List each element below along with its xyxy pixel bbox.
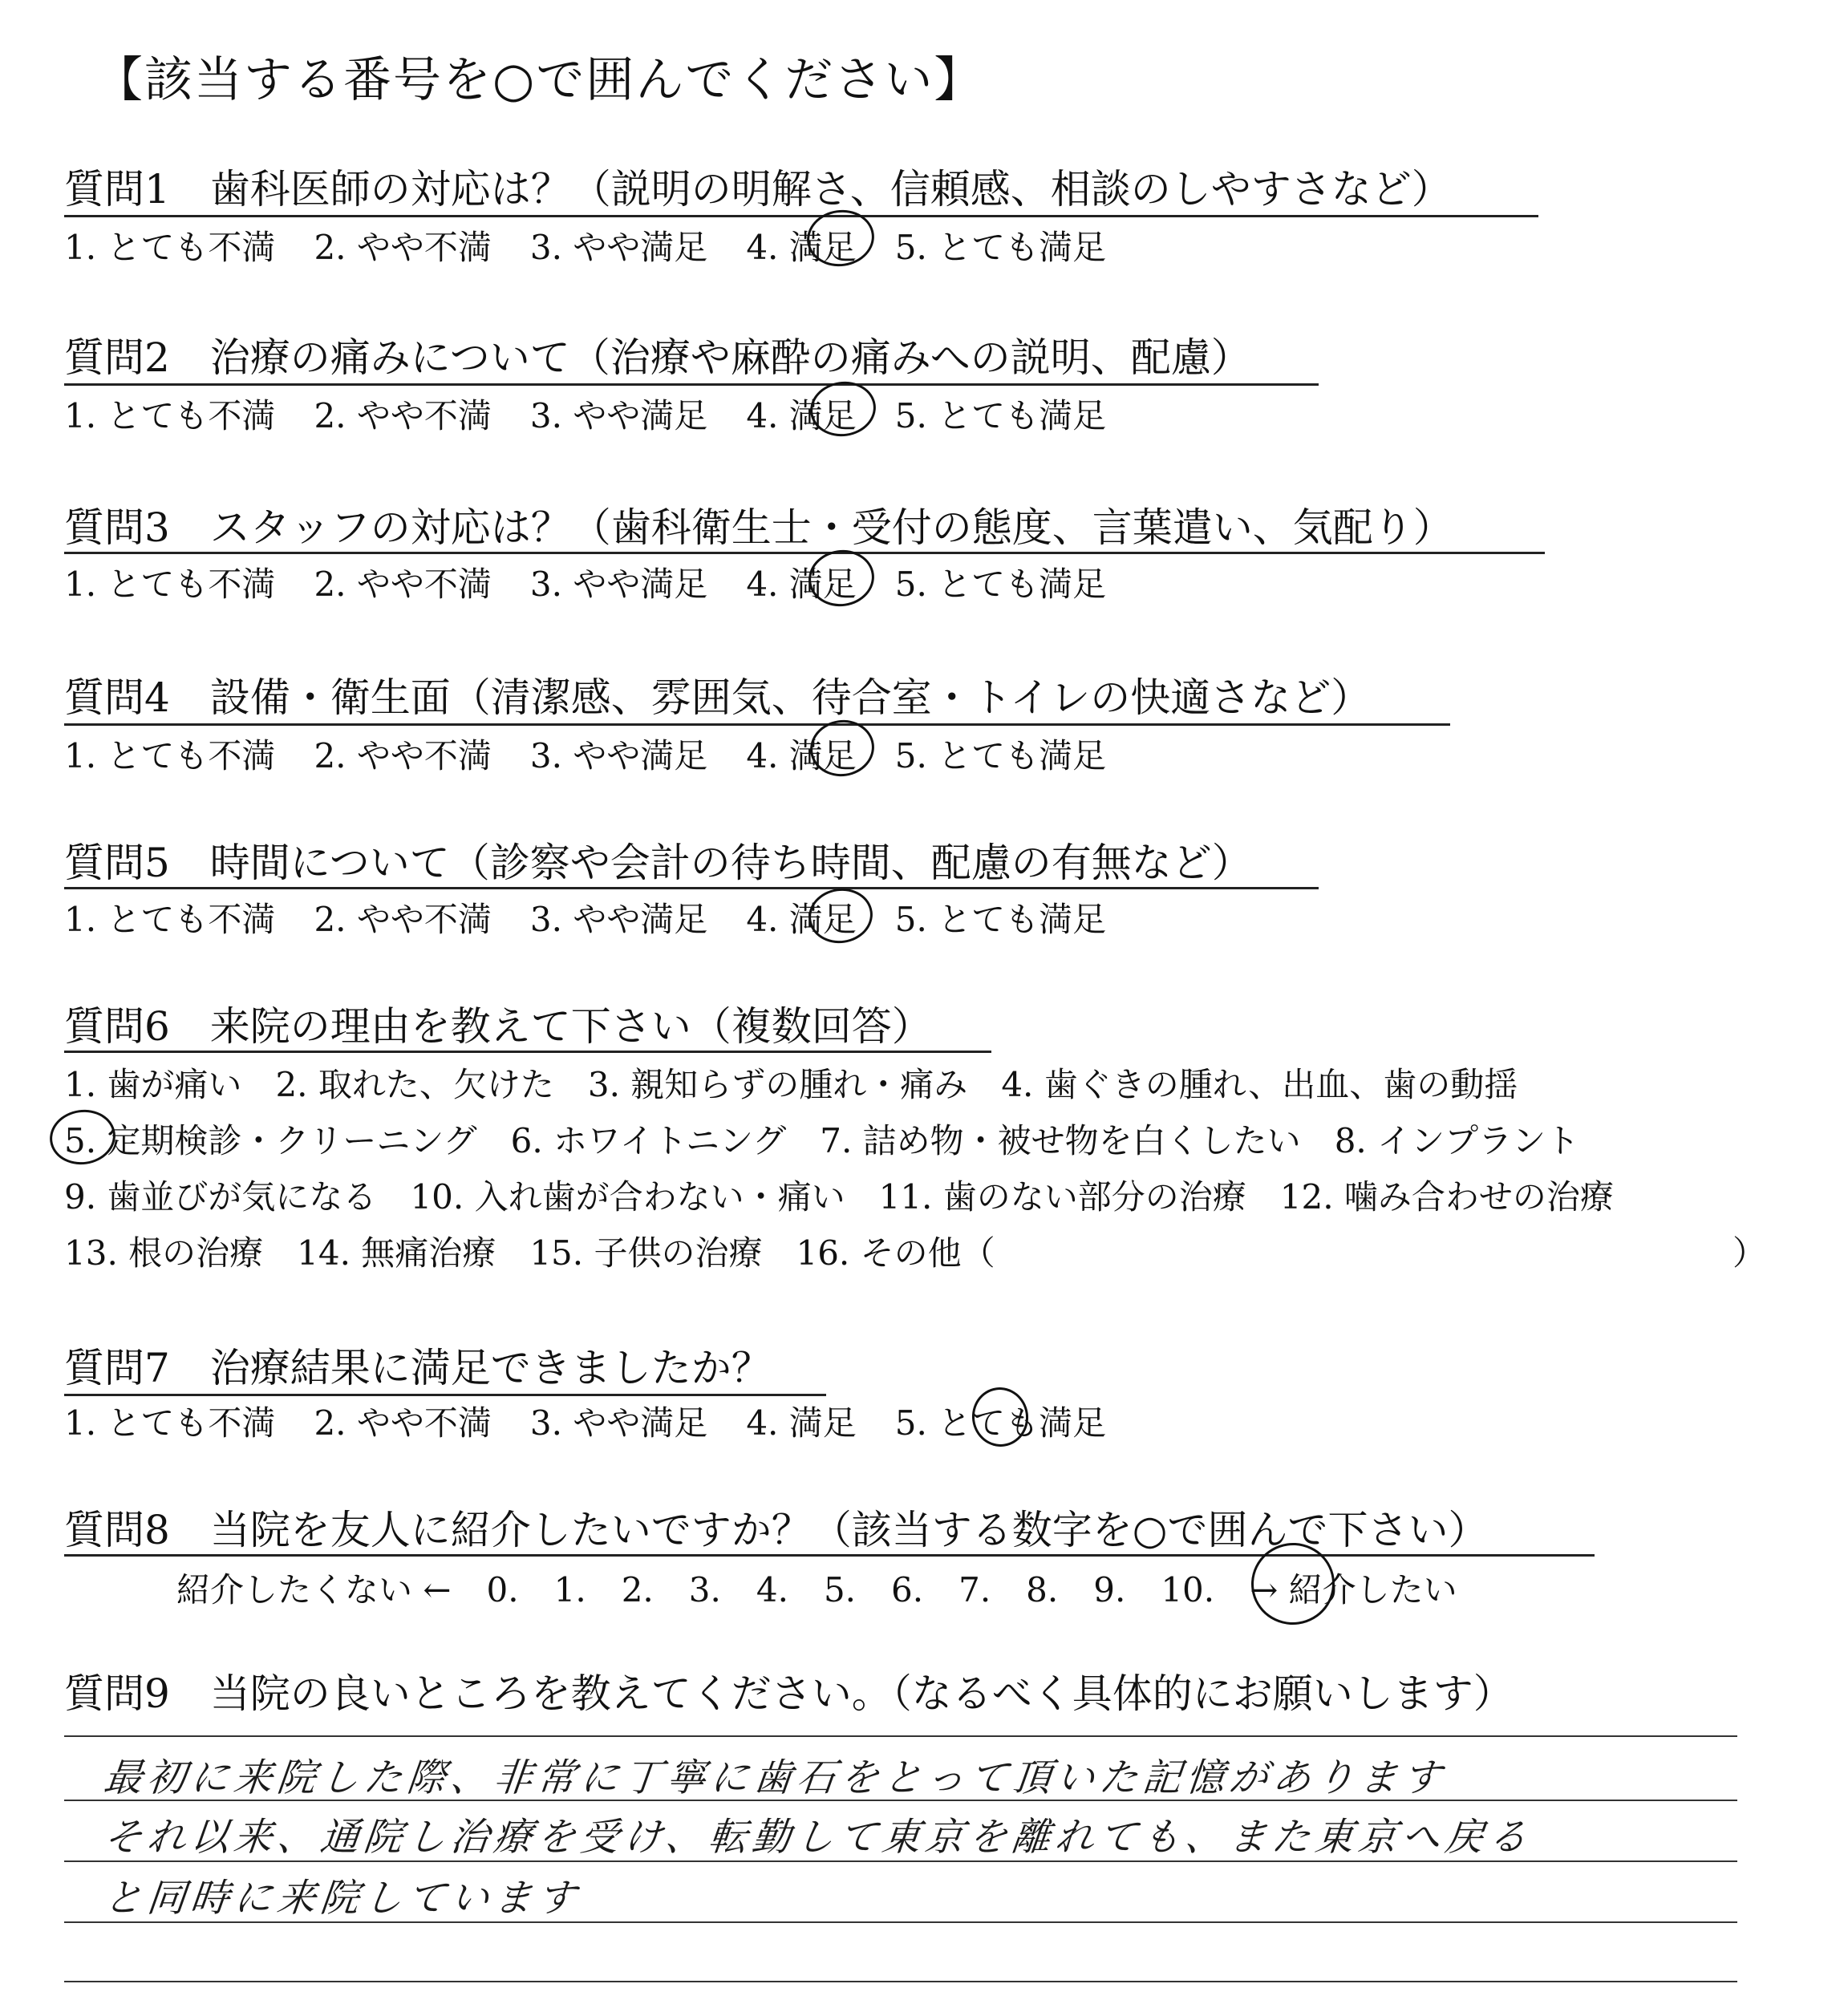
q8-number-2[interactable]: 2. — [621, 1570, 654, 1609]
answer-rule-5 — [64, 1981, 1737, 1982]
question-5-title: 質問5 時間について（診察や会計の待ち時間、配慮の有無など） — [64, 840, 1252, 886]
q4-option-4[interactable]: 4. 満足 — [746, 736, 857, 775]
q2-option-2[interactable]: 2. やや不満 — [314, 396, 492, 435]
q6-option-9[interactable]: 9. 歯並びが気になる — [64, 1177, 377, 1217]
q6-option-12[interactable]: 12. 噛み合わせの治療 — [1279, 1177, 1614, 1217]
q2-option-3[interactable]: 3. やや満足 — [529, 396, 708, 435]
question-8-title: 質問8 当院を友人に紹介したいですか？（該当する数字を○で囲んで下さい） — [64, 1507, 1489, 1553]
q8-number-7[interactable]: 7. — [958, 1570, 991, 1609]
q8-number-8[interactable]: 8. — [1026, 1570, 1059, 1609]
q7-option-1[interactable]: 1. とても不満 — [64, 1403, 276, 1443]
q6-option-10[interactable]: 10. 入れ歯が合わない・痛い — [410, 1177, 845, 1217]
q7-option-2[interactable]: 2. やや不満 — [314, 1403, 492, 1443]
q8-number-1[interactable]: 1. — [553, 1570, 586, 1609]
q2-option-5[interactable]: 5. とても満足 — [894, 396, 1107, 435]
q6-option-3[interactable]: 3. 親知らずの腫れ・痛み — [587, 1065, 968, 1104]
q7-option-3[interactable]: 3. やや満足 — [529, 1403, 708, 1443]
q5-option-2[interactable]: 2. やや不満 — [314, 900, 492, 939]
q8-number-4[interactable]: 4. — [756, 1570, 788, 1609]
q6-row-4 — [64, 1227, 1029, 1275]
q8-right-label: → 紹介したい — [1250, 1570, 1457, 1609]
q6-option-4[interactable]: 4. 歯ぐきの腫れ、出血、歯の動揺 — [1001, 1065, 1518, 1104]
q6-row-2 — [64, 1115, 1613, 1163]
q9-handwritten-line-2: それ以来、通院し治療を受け、転勤して東京を離れても、また東京へ戻る — [101, 1815, 1534, 1860]
form-title: 【該当する番号を○で囲んでください】 — [95, 52, 984, 108]
q6-option-8[interactable]: 8. インプラント — [1334, 1121, 1580, 1160]
q3-option-2[interactable]: 2. やや不満 — [314, 565, 492, 604]
q3-option-5[interactable]: 5. とても満足 — [894, 565, 1107, 604]
question-1-underline — [64, 215, 1538, 217]
q8-number-3[interactable]: 3. — [688, 1570, 721, 1609]
q6-option-1[interactable]: 1. 歯が痛い — [64, 1065, 242, 1104]
q3-option-1[interactable]: 1. とても不満 — [64, 565, 276, 604]
q6-option-6[interactable]: 6. ホワイトニング — [510, 1121, 787, 1160]
question-4-title: 質問4 設備・衛生面（清潔感、雰囲気、待合室・トイレの快適さなど） — [64, 674, 1372, 721]
q2-option-1[interactable]: 1. とても不満 — [64, 396, 276, 435]
question-1-options — [64, 221, 1145, 269]
q8-number-0[interactable]: 0. — [486, 1570, 519, 1609]
q1-option-5[interactable]: 5. とても満足 — [894, 228, 1107, 267]
q5-option-5[interactable]: 5. とても満足 — [894, 900, 1107, 939]
q6-option-11[interactable]: 11. 歯のない部分の治療 — [878, 1177, 1246, 1217]
q3-option-3[interactable]: 3. やや満足 — [529, 565, 708, 604]
question-2-underline — [64, 383, 1319, 386]
question-7-underline — [64, 1394, 826, 1396]
q6-option-13[interactable]: 13. 根の治療 — [64, 1233, 264, 1273]
question-7-title: 質問7 治療結果に満足できましたか？ — [64, 1345, 772, 1391]
q6-row-1 — [64, 1059, 1551, 1107]
q6-option-5[interactable]: 5. 定期検診・クリーニング — [64, 1121, 477, 1160]
q4-option-2[interactable]: 2. やや不満 — [314, 736, 492, 775]
question-3-underline — [64, 552, 1545, 554]
q6-other-close-paren: ） — [1732, 1233, 1767, 1273]
q6-row-3 — [64, 1171, 1647, 1219]
q6-option-15[interactable]: 15. 子供の治療 — [529, 1233, 763, 1273]
q1-option-3[interactable]: 3. やや満足 — [529, 228, 708, 267]
question-3-options — [64, 558, 1145, 606]
question-4-options — [64, 730, 1145, 778]
q4-option-1[interactable]: 1. とても不満 — [64, 736, 276, 775]
question-4-underline — [64, 723, 1450, 726]
q3-option-4[interactable]: 4. 満足 — [746, 565, 857, 604]
question-9-title: 質問9 当院の良いところを教えてください。（なるべく具体的にお願いします） — [64, 1670, 1514, 1717]
q2-option-4[interactable]: 4. 満足 — [746, 396, 857, 435]
q9-handwritten-line-1: 最初に来院した際、非常に丁寧に歯石をとって頂いた記憶があります — [101, 1755, 1449, 1800]
q8-number-9[interactable]: 9. — [1093, 1570, 1126, 1609]
question-8-underline — [64, 1554, 1595, 1557]
q5-option-4[interactable]: 4. 満足 — [746, 900, 857, 939]
question-6-underline — [64, 1051, 991, 1053]
q9-handwritten-line-3: と同時に来院しています — [101, 1876, 583, 1921]
q4-option-3[interactable]: 3. やや満足 — [529, 736, 708, 775]
q5-option-1[interactable]: 1. とても不満 — [64, 900, 276, 939]
q7-option-5[interactable]: 5. とても満足 — [894, 1403, 1107, 1443]
q8-number-6[interactable]: 6. — [891, 1570, 924, 1609]
q7-option-4[interactable]: 4. 満足 — [746, 1403, 857, 1443]
question-3-title: 質問3 スタッフの対応は？（歯科衛生士・受付の態度、言葉遣い、気配り） — [64, 504, 1453, 551]
answer-rule-1 — [64, 1735, 1737, 1737]
q6-option-2[interactable]: 2. 取れた、欠けた — [275, 1065, 554, 1104]
q8-number-10[interactable]: 10. — [1161, 1570, 1215, 1609]
question-2-options — [64, 390, 1145, 438]
q6-option-14[interactable]: 14. 無痛治療 — [297, 1233, 496, 1273]
q6-option-7[interactable]: 7. 詰め物・被せ物を白くしたい — [820, 1121, 1301, 1160]
question-2-title: 質問2 治療の痛みについて（治療や麻酔の痛みへの説明、配慮） — [64, 334, 1251, 381]
question-6-title: 質問6 来院の理由を教えて下さい（複数回答） — [64, 1003, 932, 1050]
q6-option-16[interactable]: 16. その他（ — [796, 1233, 995, 1273]
q1-option-4[interactable]: 4. 満足 — [746, 228, 857, 267]
question-5-options — [64, 893, 1145, 941]
q5-option-3[interactable]: 3. やや満足 — [529, 900, 708, 939]
q1-option-2[interactable]: 2. やや不満 — [314, 228, 492, 267]
question-5-underline — [64, 887, 1319, 889]
q8-left-label: 紹介したくない ← — [176, 1570, 452, 1609]
q4-option-5[interactable]: 5. とても満足 — [894, 736, 1107, 775]
question-1-title: 質問1 歯科医師の対応は？（説明の明解さ、信頼感、相談のしやすさなど） — [64, 166, 1452, 213]
q1-option-1[interactable]: 1. とても不満 — [64, 228, 276, 267]
q8-number-5[interactable]: 5. — [823, 1570, 857, 1609]
